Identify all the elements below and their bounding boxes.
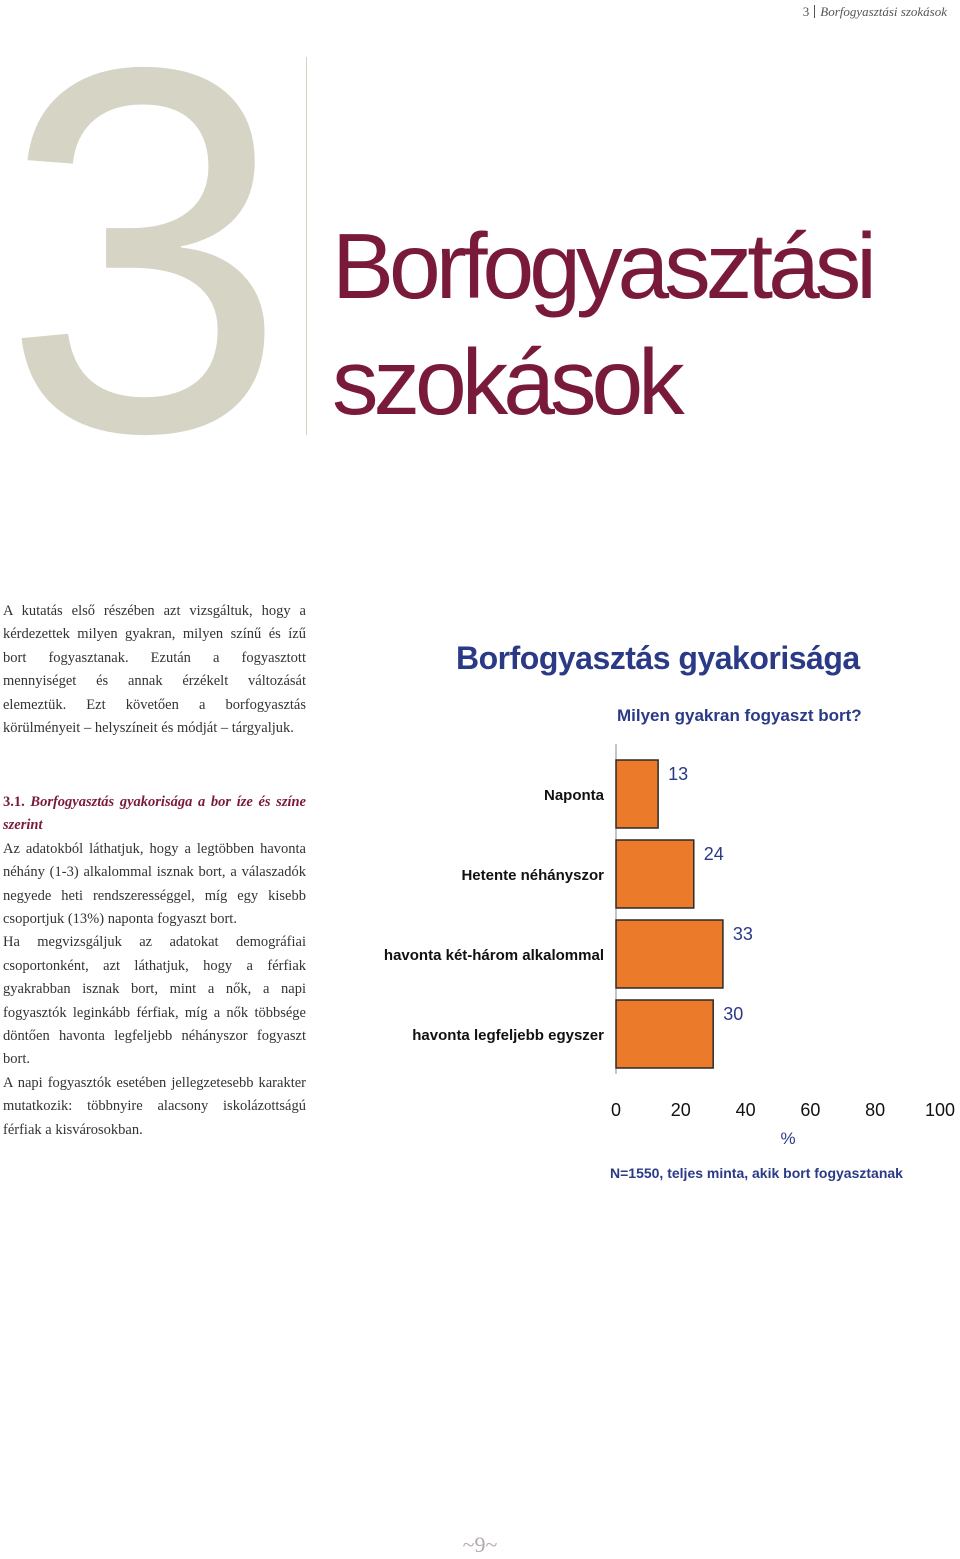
bar: [616, 760, 658, 828]
chart-title: Borfogyasztás gyakorisága: [456, 640, 860, 676]
chart-subtitle: Milyen gyakran fogyaszt bort?: [617, 706, 862, 725]
intro-paragraph: A kutatás első részében azt vizsgáltuk, hogy a kérdezettek milyen gyakran, milyen színű és ízű bort fogyasztanak. Ezután a fogyasztott mennyiséget és annak érzékelt változását elemeztük. Ezt követően a borfogyasztás körülményeit – helyszíneit és módját – tárgyaljuk.: [3, 603, 306, 737]
chapter-title-line2: szokások: [332, 330, 680, 434]
chart-note: N=1550, teljes minta, akik bort fogyasztanak: [610, 1165, 903, 1181]
section-paragraph-1: Az adatokból láthatjuk, hogy a legtöbben havonta néhány (1-3) alkalommal isznak bort, a válaszadók negyede heti rendszerességgel, míg egy kisebb csoportjuk (13%) naponta fogyaszt bort.: [3, 840, 306, 928]
x-tick-label: 20: [670, 1100, 691, 1120]
chapter-divider: [306, 57, 307, 435]
x-tick-label: 40: [735, 1100, 756, 1120]
category-label: Naponta: [544, 787, 604, 804]
data-label: 24: [703, 844, 724, 864]
x-tick-label: 100: [924, 1100, 956, 1120]
bar: [616, 920, 723, 988]
section-3-1: [3, 791, 306, 1142]
category-label: havonta két-három alkalommal: [383, 947, 604, 964]
running-header: [803, 4, 947, 20]
section-paragraph-3: A napi fogyasztók esetében jellegzetesebb karakter mutatkozik: többnyire alacsony iskolázottságú férfiak a kisvárosokban.: [3, 1074, 306, 1138]
section-heading-text: Borfogyasztás gyakorisága a bor íze és színe szerint: [3, 794, 306, 834]
data-label: 30: [723, 1004, 744, 1024]
header-running-title: Borfogyasztási szokások: [820, 4, 947, 19]
bar: [616, 840, 694, 908]
x-tick-label: 0: [610, 1100, 622, 1120]
chapter-title: [332, 208, 872, 440]
x-tick-label: 60: [800, 1100, 821, 1120]
section-heading: [3, 791, 306, 838]
section-number: 3.1.: [3, 794, 25, 810]
footer-page-number: 9: [474, 1532, 486, 1557]
chapter-title-line1: Borfogyasztási: [332, 214, 872, 318]
chapter-number: [0, 0, 300, 541]
bar-chart: [370, 740, 960, 1181]
x-axis-label: %: [780, 1129, 796, 1148]
data-label: 33: [732, 924, 753, 944]
page-footer: ~9~: [462, 1532, 498, 1557]
header-page-number: 3: [802, 4, 810, 19]
header-separator: [814, 5, 815, 18]
data-label: 13: [668, 764, 689, 784]
x-tick-label: 80: [865, 1100, 886, 1120]
chapter-number-glyph: 3: [2, 0, 287, 541]
section-paragraph-2: Ha megvizsgáljuk az adatokat demográfiai csoportonként, azt láthatjuk, hogy a férfiak gyakrabban isznak bort, mint a nők, a napi fogyasztók leginkább férfiak, míg a nők többsége döntően havonta legfeljebb néhányszor fogyaszt bort.: [3, 934, 306, 1068]
category-label: Hetente néhányszor: [461, 867, 604, 884]
category-label: havonta legfeljebb egyszer: [412, 1027, 604, 1044]
bar: [616, 1000, 713, 1068]
